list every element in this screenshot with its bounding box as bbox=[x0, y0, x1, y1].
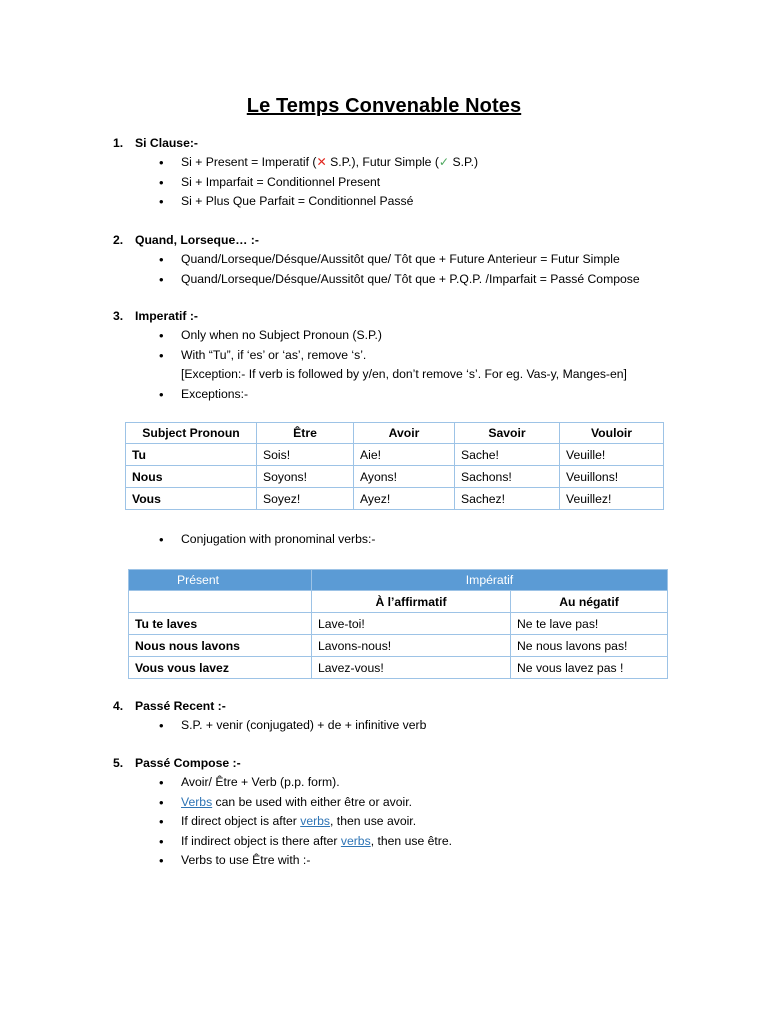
cross-icon: ✕ bbox=[316, 155, 327, 169]
section-pronominal bbox=[113, 530, 375, 550]
list-item bbox=[113, 153, 478, 173]
table-cell: Ne vous lavez pas ! bbox=[511, 657, 668, 679]
list-item: • With “Tu”, if ‘es’ or ‘as’, remove ‘s’. bbox=[113, 346, 627, 366]
item-text: If indirect object is there after bbox=[181, 833, 341, 848]
section-title: Quand, Lorseque… :- bbox=[135, 233, 259, 247]
list-item: • Only when no Subject Pronoun (S.P.) bbox=[113, 326, 627, 346]
bullet-list bbox=[113, 326, 627, 404]
list-item-continuation: [Exception:- If verb is followed by y/en, don’t remove ‘s’. For eg. Vas-y, Manges-en] bbox=[181, 367, 627, 381]
item-text: Si + Present = Imperatif ( bbox=[181, 155, 317, 169]
item-text: can be used with either être or avoir. bbox=[212, 794, 413, 809]
item-text: If direct object is after bbox=[181, 814, 301, 828]
section-heading bbox=[113, 230, 640, 250]
section-title: Si Clause:- bbox=[135, 136, 198, 150]
table-cell: Lavez-vous! bbox=[312, 657, 511, 679]
table-cell: Ayons! bbox=[354, 466, 455, 488]
table-row bbox=[126, 444, 664, 466]
list-item: • Quand/Lorseque/Désque/Aussitôt que/ Tôt que + Future Anterieur = Futur Simple bbox=[113, 250, 640, 270]
table-cell: Sache! bbox=[455, 444, 560, 466]
bullet-list bbox=[113, 773, 452, 871]
table-row bbox=[129, 657, 668, 679]
table-cell: Sachez! bbox=[455, 488, 560, 510]
column-header: Vouloir bbox=[560, 423, 664, 444]
table-row bbox=[126, 488, 664, 510]
table-subheader-row bbox=[129, 591, 668, 613]
item-text: , then use être. bbox=[370, 833, 452, 848]
section-number: 3. bbox=[113, 309, 124, 323]
column-header: Être bbox=[257, 423, 354, 444]
list-item: • Quand/Lorseque/Désque/Aussitôt que/ Tôt que + P.Q.P. /Imparfait = Passé Compose bbox=[113, 270, 640, 290]
table-row bbox=[129, 635, 668, 657]
section-passe-recent bbox=[113, 696, 426, 736]
table-cell: Nous nous lavons bbox=[129, 635, 312, 657]
section-heading bbox=[113, 133, 478, 153]
section-title: Imperatif :- bbox=[135, 309, 198, 323]
section-number: 1. bbox=[113, 136, 124, 150]
table-cell: Veuillez! bbox=[560, 488, 664, 510]
list-item: • S.P. + venir (conjugated) + de + infinitive verb bbox=[113, 716, 426, 736]
table-cell: Lavons-nous! bbox=[312, 635, 511, 657]
table-cell: Ne nous lavons pas! bbox=[511, 635, 668, 657]
list-item: • Avoir/ Être + Verb (p.p. form). bbox=[113, 773, 452, 793]
table-cell: Soyez! bbox=[257, 488, 354, 510]
verbs-link[interactable]: verbs bbox=[340, 833, 371, 848]
bullet-list bbox=[113, 153, 478, 212]
list-item bbox=[113, 812, 452, 832]
section-passe-compose bbox=[113, 753, 452, 871]
section-si-clause bbox=[113, 133, 478, 212]
empty-header-cell bbox=[129, 591, 312, 613]
section-heading bbox=[113, 306, 627, 326]
bullet-list bbox=[113, 530, 375, 550]
table-cell: Lave-toi! bbox=[312, 613, 511, 635]
bullet-list bbox=[113, 250, 640, 289]
section-imperatif bbox=[113, 306, 627, 404]
section-heading bbox=[113, 753, 452, 773]
bullet-list bbox=[113, 716, 426, 736]
column-header: Présent bbox=[129, 570, 312, 591]
column-header: Subject Pronoun bbox=[126, 423, 257, 444]
table-cell: Veuille! bbox=[560, 444, 664, 466]
table-row bbox=[126, 466, 664, 488]
table-cell: Tu te laves bbox=[129, 613, 312, 635]
table-cell: Soyons! bbox=[257, 466, 354, 488]
list-item bbox=[113, 832, 452, 852]
list-item: • Si + Imparfait = Conditionnel Present bbox=[113, 173, 478, 193]
list-item: • Verbs to use Être with :- bbox=[113, 851, 452, 871]
table-cell: Sois! bbox=[257, 444, 354, 466]
check-icon: ✓ bbox=[438, 155, 450, 169]
table-cell: Nous bbox=[126, 466, 257, 488]
table-cell: Tu bbox=[126, 444, 257, 466]
table-cell: Ne te lave pas! bbox=[511, 613, 668, 635]
section-number: 4. bbox=[113, 699, 124, 713]
table-cell: Aie! bbox=[354, 444, 455, 466]
page-title: Le Temps Convenable Notes bbox=[246, 95, 522, 117]
item-text: S.P.), Futur Simple ( bbox=[326, 155, 439, 169]
imperatif-exceptions-table bbox=[125, 422, 664, 510]
table-cell: Vous vous lavez bbox=[129, 657, 312, 679]
section-heading bbox=[113, 696, 426, 716]
item-text: S.P.) bbox=[449, 155, 479, 169]
verbs-link[interactable]: verbs bbox=[300, 814, 331, 828]
verbs-link[interactable]: Verbs bbox=[181, 794, 213, 809]
item-text: , then use avoir. bbox=[330, 814, 417, 828]
section-quand bbox=[113, 230, 640, 289]
list-item: • Conjugation with pronominal verbs:- bbox=[113, 530, 375, 550]
column-header: Impératif bbox=[312, 570, 668, 591]
column-header: Avoir bbox=[354, 423, 455, 444]
section-title: Passé Compose :- bbox=[135, 756, 241, 770]
column-header: Savoir bbox=[455, 423, 560, 444]
table-row bbox=[129, 613, 668, 635]
list-item: • Exceptions:- bbox=[113, 385, 627, 405]
table-cell: Ayez! bbox=[354, 488, 455, 510]
section-number: 5. bbox=[113, 756, 124, 770]
table-header-row bbox=[129, 570, 668, 591]
section-number: 2. bbox=[113, 233, 124, 247]
list-item: • Si + Plus Que Parfait = Conditionnel Passé bbox=[113, 192, 478, 212]
list-item bbox=[113, 793, 452, 813]
table-cell: Vous bbox=[126, 488, 257, 510]
table-header-row bbox=[126, 423, 664, 444]
column-header: Au négatif bbox=[511, 591, 668, 613]
section-title: Passé Recent :- bbox=[135, 699, 226, 713]
table-cell: Veuillons! bbox=[560, 466, 664, 488]
table-cell: Sachons! bbox=[455, 466, 560, 488]
pronominal-verbs-table bbox=[128, 569, 668, 679]
column-header: À l’affirmatif bbox=[312, 591, 511, 613]
